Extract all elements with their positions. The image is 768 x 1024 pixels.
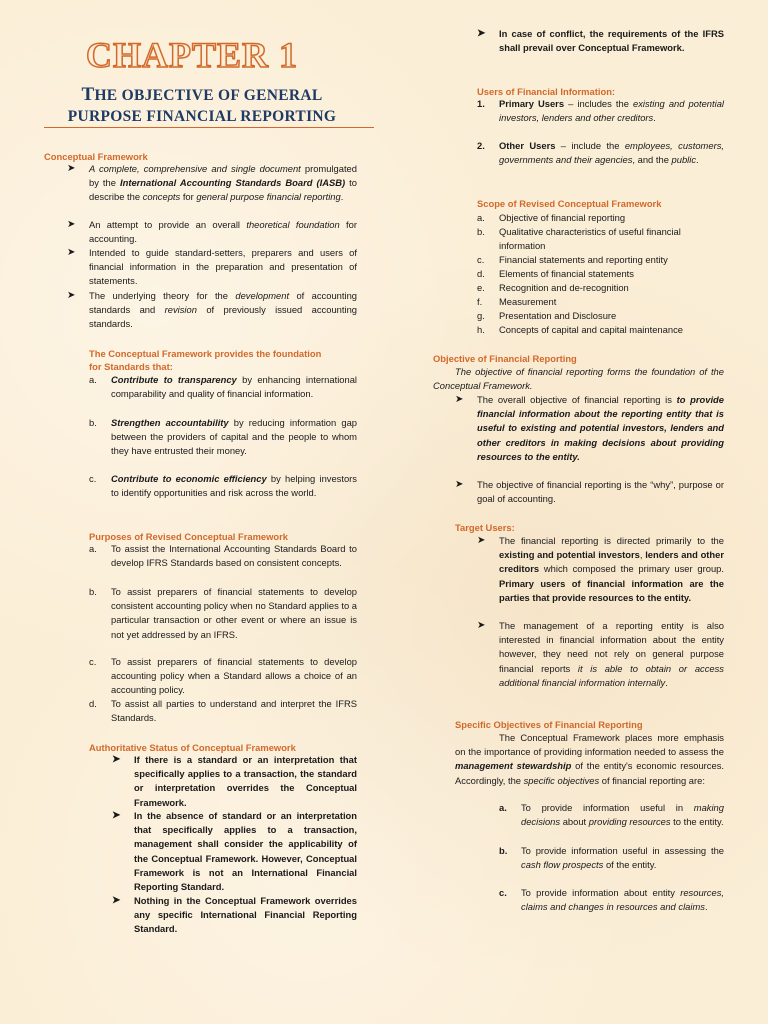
list-item: d. Elements of financial statements (477, 268, 634, 279)
arrow-bullet-icon: ➤ (112, 895, 121, 906)
list-item: ➤ The objective of financial reporting is the “why”, purpose or goal of accounting. (455, 479, 724, 505)
list-item: b. Qualitative characteristics of useful financial information (477, 226, 681, 252)
section-heading-purposes: Purposes of Revised Conceptual Framework (89, 531, 289, 542)
section-heading-conceptual-framework: Conceptual Framework (44, 151, 148, 162)
list-item: c. Contribute to economic efficiency by helping investors to identify opportunities and risk across the world. (89, 473, 357, 499)
title-divider (44, 127, 374, 128)
arrow-bullet-icon: ➤ (67, 219, 76, 230)
list-item: b. Strengthen accountability by reducing information gap between the providers of capital and the people to whom they have entrusted their money. (89, 417, 357, 457)
chapter-heading: CHAPTER 1 (86, 35, 299, 75)
list-item: ➤ The management of a reporting entity is also interested in financial information about the entity however, they need not rely on general purpose financial reports it is able to obtain or access additional financial information internally. (477, 620, 724, 688)
list-item: b. To provide information useful in assessing the cash flow prospects of the entity. (499, 845, 724, 871)
list-item: c. Financial statements and reporting entity (477, 254, 668, 265)
list-item: ➤ The overall objective of financial reporting is to provide financial information about the reporting entity that is useful to existing and potential investors, lenders and other creditors in making decisions about providing resources to the entity. (455, 394, 724, 462)
arrow-bullet-icon: ➤ (455, 479, 464, 490)
list-item: ➤ An attempt to provide an overall theoretical foundation for accounting. (67, 219, 357, 245)
section-heading-target: Target Users: (455, 522, 515, 533)
list-item: e. Recognition and de-recognition (477, 282, 629, 293)
arrow-bullet-icon: ➤ (477, 620, 486, 631)
arrow-bullet-icon: ➤ (477, 535, 486, 546)
section-heading-users: Users of Financial Information: (477, 86, 616, 97)
specific-intro: The Conceptual Framework places more emphasis on the importance of providing information needed to assess the management stewardship of the entity's economic resources. Accordingly, the specific objectives of financial reporting are: (455, 732, 724, 786)
section-heading-specific: Specific Objectives of Financial Reporting (455, 719, 643, 730)
section-heading-objective: Objective of Financial Reporting (433, 353, 577, 364)
list-item: a. Objective of financial reporting (477, 212, 626, 223)
list-item: a. To provide information useful in making decisions about providing resources to the entity. (499, 802, 724, 828)
list-item: g. Presentation and Disclosure (477, 310, 617, 321)
list-item: c. To assist preparers of financial statements to develop accounting policy when a Standard allows a choice of an accounting policy. (89, 656, 357, 696)
section-heading-scope: Scope of Revised Conceptual Framework (477, 198, 662, 209)
arrow-bullet-icon: ➤ (67, 290, 76, 301)
section-heading-foundation: The Conceptual Framework provides the foundation for Standards that: (89, 348, 322, 372)
list-item: b. To assist preparers of financial statements to develop consistent accounting policy when no Standard applies to a particular transaction or other event or where an issue is not yet addressed by an IFRS. (89, 586, 357, 640)
list-item: a. To assist the International Accounting Standards Board to develop IFRS Standards based on consistent concepts. (89, 543, 357, 569)
list-item: ➤ In the absence of standard or an interpretation that specifically applies to a transaction, management shall consider the applicability of the Conceptual Framework. However, Conceptual Framework is not an International Financial Reporting Standard. (112, 810, 357, 893)
list-item: ➤ If there is a standard or an interpretation that specifically applies to a transaction, the standard or interpretation overrides the Conceptual Framework. (112, 754, 357, 808)
list-item: 1. Primary Users – includes the existing and potential investors, lenders and other creditors. (477, 98, 724, 124)
section-heading-authoritative: Authoritative Status of Conceptual Framework (89, 742, 296, 753)
page-title: THE OBJECTIVE OF GENERAL PURPOSE FINANCIAL REPORTING (67, 84, 337, 125)
list-item: h. Concepts of capital and capital maintenance (477, 324, 683, 335)
list-item: d. To assist all parties to understand and interpret the IFRS Standards. (89, 698, 357, 724)
list-item: ➤ Nothing in the Conceptual Framework overrides any specific International Financial Reporting Standard. (112, 895, 357, 935)
arrow-bullet-icon: ➤ (477, 28, 486, 39)
list-item: ➤ A complete, comprehensive and single document promulgated by the International Accounting Standards Board (IASB) to describe the concepts for general purpose financial reporting. (67, 163, 357, 203)
list-item: a. Contribute to transparency by enhancing international comparability and quality of financial information. (89, 374, 358, 400)
list-item: ➤ In case of conflict, the requirements of the IFRS shall prevail over Conceptual Framework. (477, 28, 724, 54)
list-item: f. Measurement (477, 296, 557, 307)
arrow-bullet-icon: ➤ (67, 247, 76, 258)
arrow-bullet-icon: ➤ (455, 394, 464, 405)
arrow-bullet-icon: ➤ (112, 810, 121, 821)
arrow-bullet-icon: ➤ (67, 163, 76, 174)
list-item: ➤ Intended to guide standard-setters, preparers and users of financial information in the preparation and presentation of statements. (67, 247, 357, 287)
list-item: ➤ The underlying theory for the development of accounting standards and revision of previously issued accounting standards. (67, 290, 358, 330)
objective-intro: The objective of financial reporting forms the foundation of the Conceptual Framework. (433, 366, 724, 392)
arrow-bullet-icon: ➤ (112, 754, 121, 765)
list-item: c. To provide information about entity resources, claims and changes in resources and claims. (499, 887, 724, 913)
list-item: 2. Other Users – include the employees, customers, governments and their agencies, and the public. (477, 140, 724, 166)
list-item: ➤ The financial reporting is directed primarily to the existing and potential investors, lenders and other creditors which composed the primary user group. Primary users of financial information are the parties that provide resources to the entity. (477, 535, 725, 603)
